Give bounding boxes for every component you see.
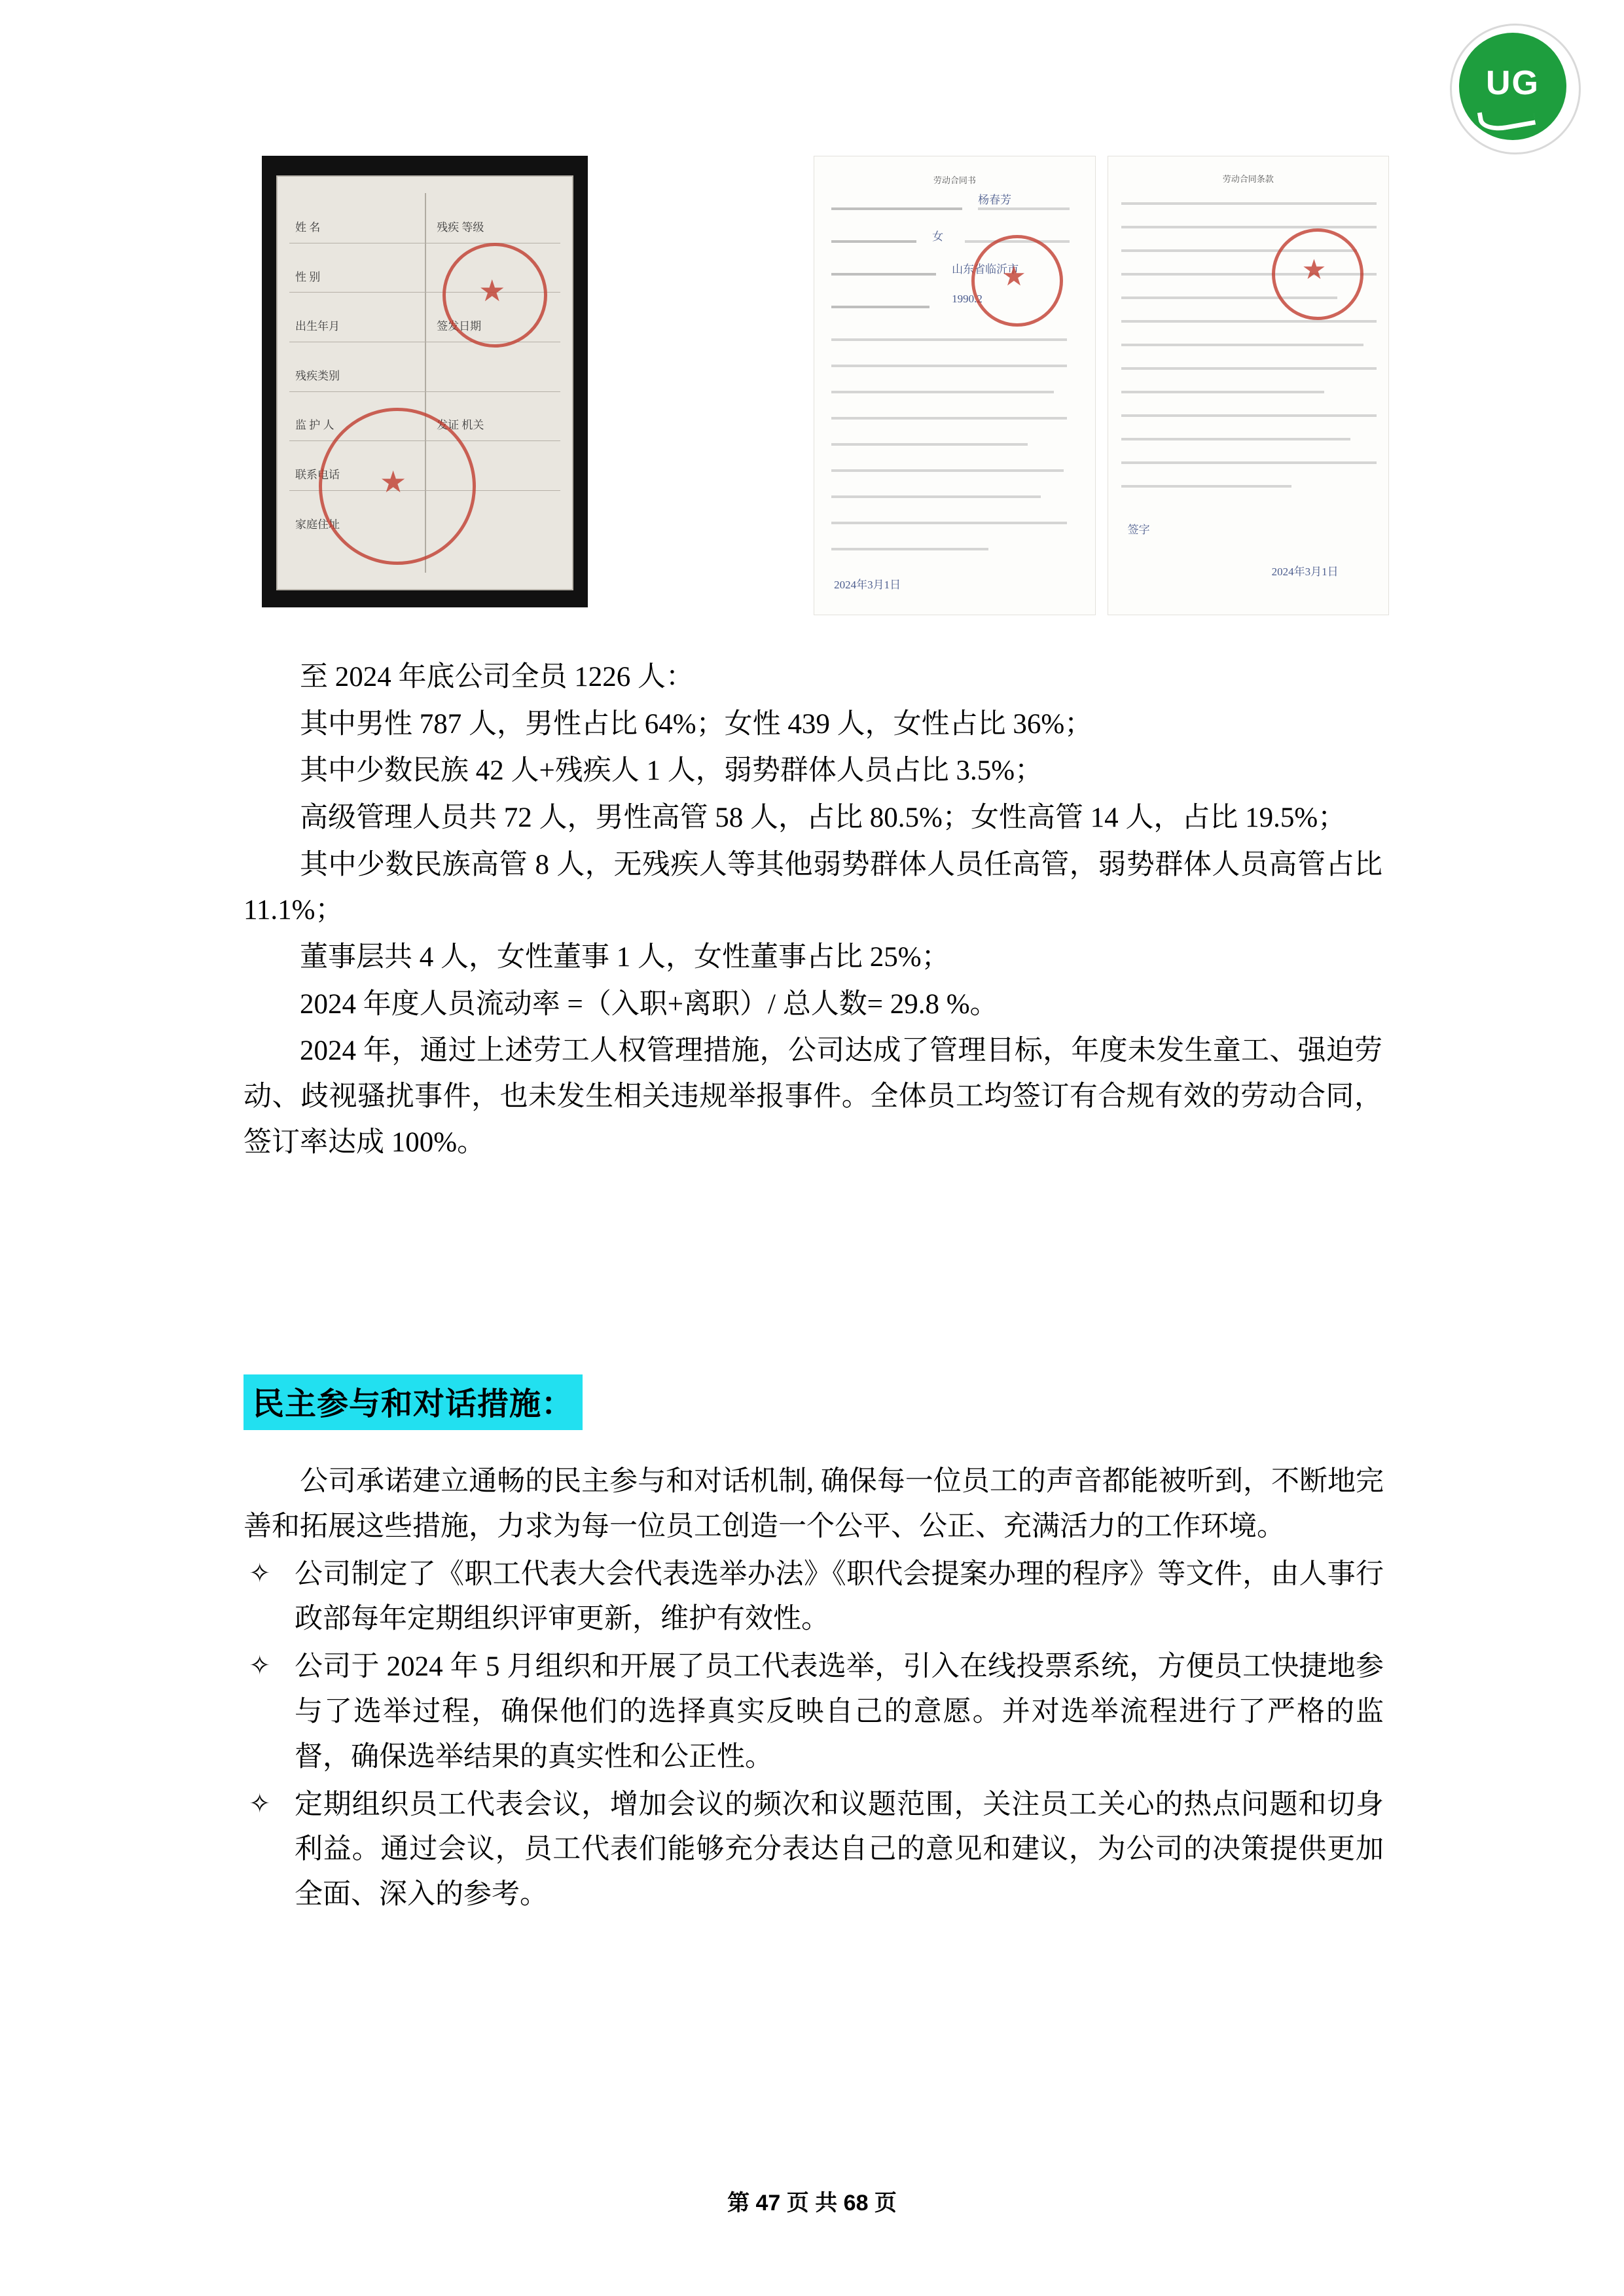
paragraph-board: 董事层共 4 人，女性董事 1 人，女性董事占比 25%；: [300, 941, 950, 973]
photo-labor-contract-page1: 劳动合同书 杨春芳 女 山东省临沂市 1990.2 2024年3月1日 ★: [814, 156, 1095, 615]
company-logo: [1450, 24, 1581, 154]
contract-title: 劳动合同书: [933, 175, 976, 185]
contract-clause-title: 劳动合同条款: [1222, 174, 1274, 184]
section-intro-paragraph: 公司承诺建立通畅的民主参与和对话机制, 确保每一位员工的声音都能被听到，不断地完善和拓展这些措施，力求为每一位员工创造一个公平、公正、充满活力的工作环境。: [244, 1466, 1384, 1542]
list-item: [244, 1552, 1384, 1643]
diamond-bullet-icon: ✧: [249, 1788, 271, 1818]
list-item: [244, 1645, 1384, 1780]
certificate-large-stamp: ★: [319, 408, 476, 565]
contract-page2-stamp: ★: [1272, 228, 1363, 320]
certificate-round-stamp: ★: [442, 243, 547, 348]
list-item-text: 定期组织员工代表会议，增加会议的频次和议题范围，关注员工关心的热点问题和切身利益。通过会议，员工代表们能够充分表达自己的意见和建议，为公司的决策提供更加全面、深入的参考。: [295, 1789, 1384, 1910]
page-footer: 第 47 页 共 68 页: [727, 2191, 897, 2215]
contract-stamp: ★: [971, 235, 1063, 327]
paragraph-gender-split: 其中男性 787 人，男性占比 64%；女性 439 人，女性占比 36%；: [300, 708, 1093, 740]
document-photo-strip: [262, 156, 1389, 614]
diamond-bullet-icon: ✧: [249, 1558, 271, 1588]
measures-list: [244, 1552, 1384, 1918]
photo-disability-certificate: [262, 156, 588, 607]
list-item: [244, 1783, 1384, 1918]
logo-text: UG: [1486, 64, 1540, 102]
list-item-text: 公司制定了《职工代表大会代表选举办法》《职代会提案办理的程序》等文件，由人事行政部每年定期组织评审更新，维护有效性。: [295, 1558, 1384, 1635]
list-item-text: 公司于 2024 年 5 月组织和开展了员工代表选举，引入在线投票系统，方便员工快捷地参与了选举过程，确保他们的选择真实反映自己的意愿。并对选举流程进行了严格的监督，确保选举结果的真实性和公正性。: [295, 1651, 1384, 1772]
paragraph-turnover: 2024 年度人员流动率 =（入职+离职）/ 总人数= 29.8 %。: [300, 988, 998, 1020]
paragraph-summary: 2024 年，通过上述劳工人权管理措施，公司达成了管理目标，年度未发生童工、强迫劳动、歧视骚扰事件，也未发生相关违规举报事件。全体员工均签订有合规有效的劳动合同，签订率达成 100%。: [244, 1035, 1382, 1158]
paragraph-minority-management: 其中少数民族高管 8 人，无残疾人等其他弱势群体人员任高管，弱势群体人员高管占比 11.1%；: [244, 849, 1382, 926]
paragraph-senior-management: 高级管理人员共 72 人，男性高管 58 人，占比 80.5%；女性高管 14 人，占比 19.5%；: [300, 802, 1346, 833]
photo-labor-contract-page2: 劳动合同条款 签字 2024年3月1日 ★: [1108, 156, 1389, 615]
certificate-card: 姓 名 性 别 出生年月 残疾类别 监 护 人 联系电话 家庭住址 残疾 等级 签发日期 发证 机关 ★ ★: [276, 175, 573, 590]
paragraph-total-headcount: 至 2024 年底公司全员 1226 人：: [300, 662, 694, 692]
section-heading-democratic-participation: 民主参与和对话措施：: [244, 1374, 583, 1430]
diamond-bullet-icon: ✧: [249, 1651, 271, 1681]
statistics-body: [244, 655, 1382, 1165]
section-body-democratic-participation: [244, 1460, 1384, 1918]
paragraph-minority-disabled: 其中少数民族 42 人+残疾人 1 人，弱势群体人员占比 3.5%；: [300, 755, 1043, 787]
